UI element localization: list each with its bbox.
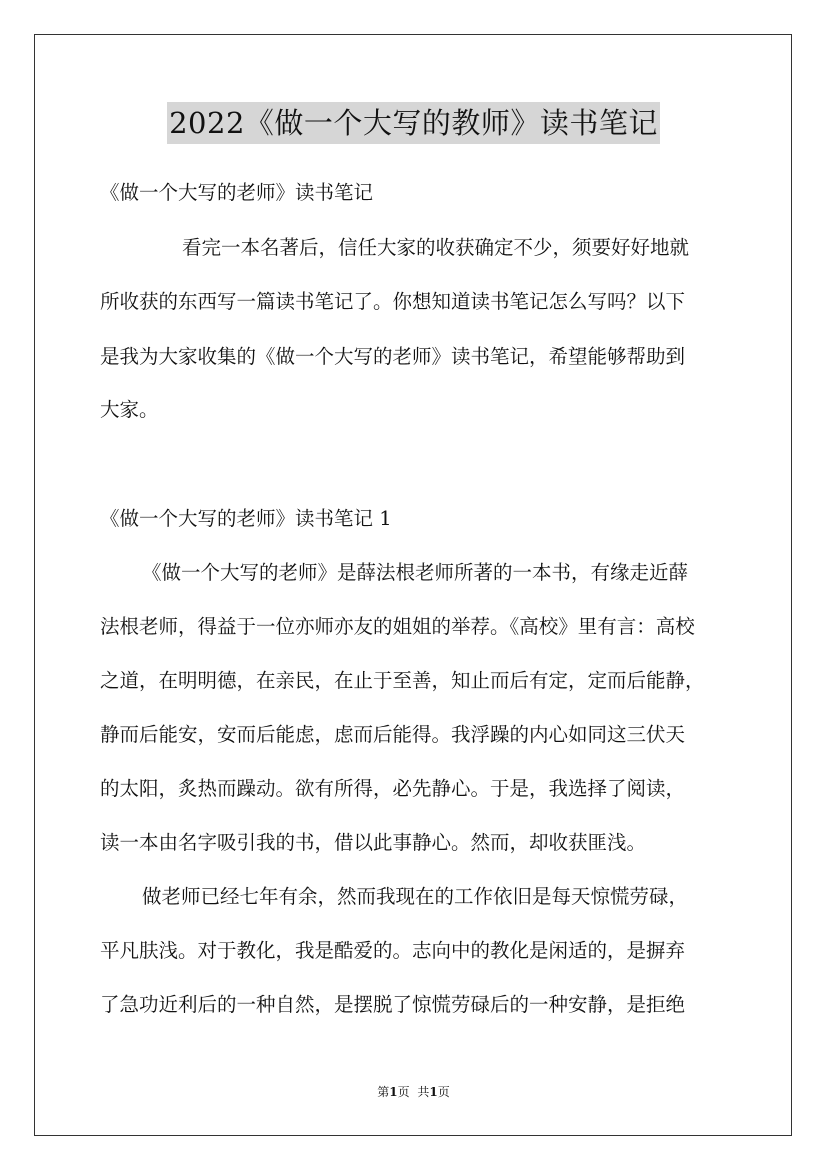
body-line-3: 之道，在明明德，在亲民，在止于至善，知止而后有定，定而后能静， [100, 669, 705, 692]
footer-total-number: 1 [429, 1085, 438, 1099]
footer-page-prefix: 第 [377, 1085, 390, 1099]
body-line-6: 读一本由名字吸引我的书，借以此事静心。然而，却收获匪浅。 [100, 831, 647, 854]
body-line-7: 做老师已经七年有余，然而我现在的工作依旧是每天惊慌劳碌， [142, 885, 689, 908]
body-line-9: 了急功近利后的一种自然，是摆脱了惊慌劳碌后的一种安静，是拒绝 [100, 993, 686, 1016]
footer-total-prefix: 共 [417, 1085, 430, 1099]
intro-line-3: 是我为大家收集的《做一个大写的老师》读书笔记，希望能够帮助到 [100, 345, 686, 368]
footer-page-number: 1 [389, 1085, 398, 1099]
intro-line-2: 所收获的东西写一篇读书笔记了。你想知道读书笔记怎么写吗？以下 [100, 290, 686, 313]
page-footer [0, 1084, 827, 1100]
body-line-2: 法根老师，得益于一位亦师亦友的姐姐的举荐。《高校》里有言：高校 [100, 615, 695, 638]
footer-total-suffix: 页 [437, 1085, 450, 1099]
body-line-8: 平凡肤浅。对于教化，我是酷爱的。志向中的教化是闲适的，是摒弃 [100, 939, 686, 962]
body-line-1: 《做一个大写的老师》是薛法根老师所著的一本书，有缘走近薛 [142, 561, 689, 584]
document-subtitle: 《做一个大写的老师》读书笔记 [100, 181, 374, 204]
document-title: 2022《做一个大写的教师》读书笔记 [167, 102, 660, 144]
footer-page-suffix: 页 [397, 1085, 410, 1099]
section-heading: 《做一个大写的老师》读书笔记 1 [100, 507, 392, 530]
body-line-5: 的太阳，炙热而躁动。欲有所得，必先静心。于是，我选择了阅读， [100, 777, 686, 800]
body-line-4: 静而后能安，安而后能虑，虑而后能得。我浮躁的内心如同这三伏天 [100, 723, 686, 746]
intro-line-4: 大家。 [100, 398, 159, 421]
title-wrap [0, 102, 827, 144]
intro-line-1: 看完一本名著后，信任大家的收获确定不少，须要好好地就 [182, 236, 690, 259]
